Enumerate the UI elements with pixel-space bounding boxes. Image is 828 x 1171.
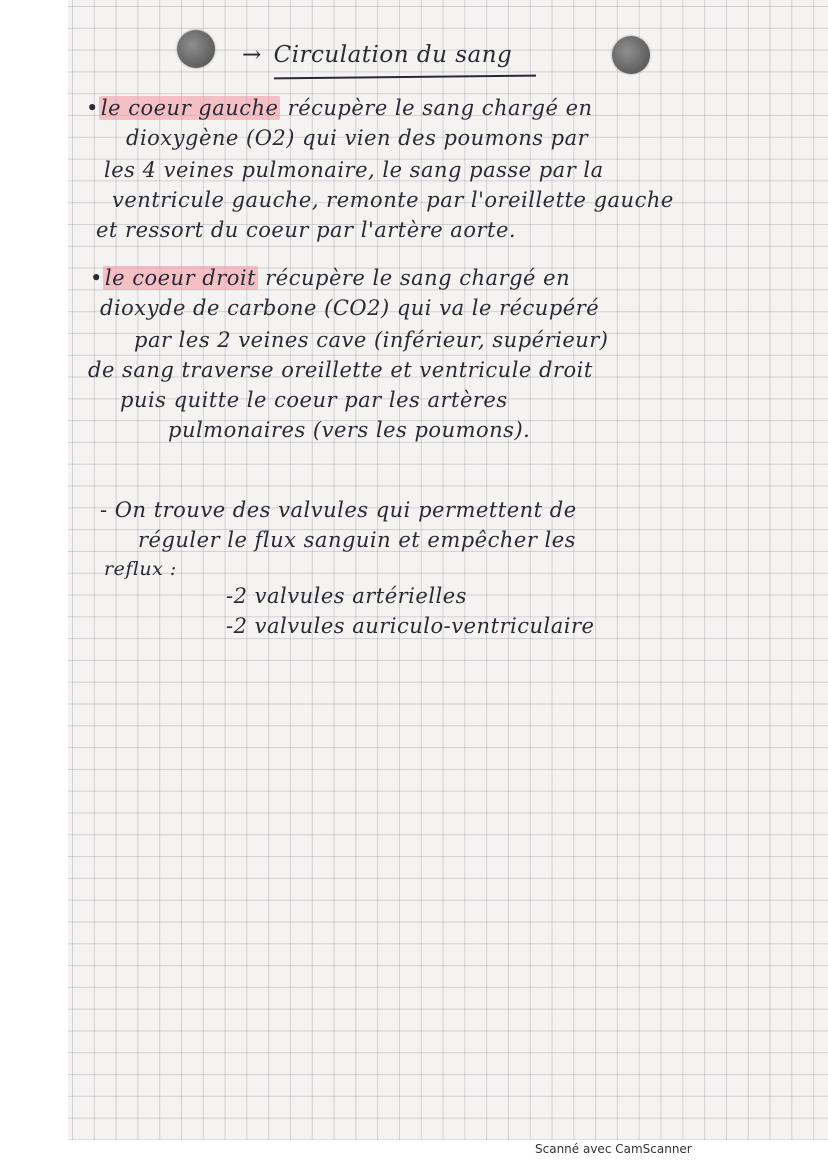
p3-line-1: - On trouve des valvules qui permettent de [100, 498, 577, 522]
p2-line-5: puis quitte le coeur par les artères [120, 388, 508, 412]
p2-line-2: dioxyde de carbone (CO2) qui va le récupéré [100, 296, 600, 320]
binder-hole-right [612, 36, 650, 74]
p2-line-1: •le coeur droit récupère le sang chargé en [90, 266, 571, 290]
page-title [242, 42, 512, 68]
p1-line-1: •le coeur gauche récupère le sang chargé en [86, 96, 593, 120]
p2-highlight: le coeur droit [104, 266, 257, 290]
p2-line-4: de sang traverse oreillette et ventricule droit [88, 358, 593, 382]
p1-line-3: les 4 veines pulmonaire, le sang passe par la [104, 158, 604, 182]
p3-line-2: réguler le flux sanguin et empêcher les [138, 528, 576, 552]
p3-list-item-1: -2 valvules artérielles [226, 584, 467, 608]
p2-line-6: pulmonaires (vers les poumons). [168, 418, 531, 442]
p3-line-3: reflux : [104, 558, 177, 580]
p1-line-4: ventricule gauche, remonte par l'oreillette gauche [112, 188, 674, 212]
p3-list-item-2: -2 valvules auriculo-ventriculaire [226, 614, 595, 638]
p2-line-3: par les 2 veines cave (inférieur, supérieur) [134, 328, 609, 352]
page-title-text: Circulation du sang [273, 42, 513, 68]
arrow-icon: → [242, 42, 262, 68]
bullet-icon: • [90, 266, 103, 290]
p1-line-2: dioxygène (O2) qui vien des poumons par [126, 126, 589, 150]
bullet-icon: • [86, 96, 99, 120]
p1-highlight: le coeur gauche [100, 96, 279, 120]
binder-hole-left [177, 30, 215, 68]
p1-line-5: et ressort du coeur par l'artère aorte. [96, 218, 517, 242]
scanner-watermark: Scanné avec CamScanner [535, 1142, 692, 1156]
